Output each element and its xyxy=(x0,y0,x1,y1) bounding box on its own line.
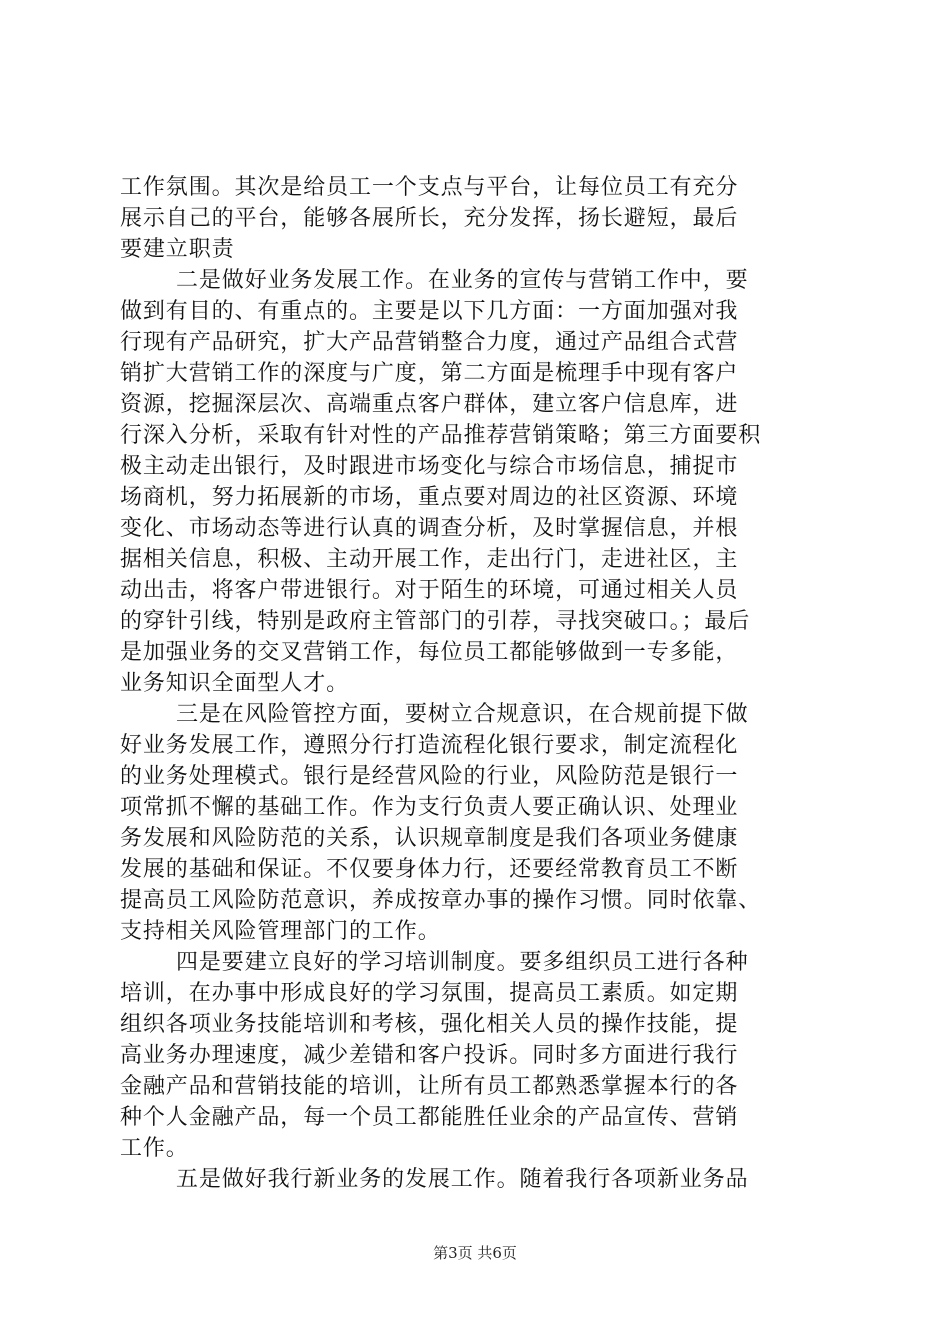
text-line: 资源，挖掘深层次、高端重点客户群体，建立客户信息库，进 xyxy=(120,392,739,417)
text-line: 培训，在办事中形成良好的学习氛围，提高员工素质。如定期 xyxy=(120,981,739,1006)
text-line: 是加强业务的交叉营销工作，每位员工都能够做到一专多能， xyxy=(120,640,739,665)
text-line: 项常抓不懈的基础工作。作为支行负责人要正确认识、处理业 xyxy=(120,795,739,820)
text-line: 四是要建立良好的学习培训制度。要多组织员工进行各种 xyxy=(176,950,749,975)
text-line: 高业务办理速度，减少差错和客户投诉。同时多方面进行我行 xyxy=(120,1043,739,1068)
text-line: 动出击，将客户带进银行。对于陌生的环境，可通过相关人员 xyxy=(120,578,739,603)
text-line: 要建立职责 xyxy=(120,237,235,262)
text-line: 做到有目的、有重点的。主要是以下几方面：一方面加强对我 xyxy=(120,299,739,324)
text-line: 三是在风险管控方面，要树立合规意识，在合规前提下做 xyxy=(176,702,749,727)
text-line: 种个人金融产品，每一个员工都能胜任业余的产品宣传、营销 xyxy=(120,1105,739,1130)
text-line: 极主动走出银行，及时跟进市场变化与综合市场信息，捕捉市 xyxy=(120,454,739,479)
text-line: 销扩大营销工作的深度与广度，第二方面是梳理手中现有客户 xyxy=(120,361,739,386)
text-line: 行现有产品研究，扩大产品营销整合力度，通过产品组合式营 xyxy=(120,330,739,355)
text-line: 组织各项业务技能培训和考核，强化相关人员的操作技能，提 xyxy=(120,1012,739,1037)
text-line: 行深入分析，采取有针对性的产品推荐营销策略；第三方面要积 xyxy=(120,423,762,448)
text-line: 务发展和风险防范的关系，认识规章制度是我们各项业务健康 xyxy=(120,826,739,851)
text-line: 二是做好业务发展工作。在业务的宣传与营销工作中，要 xyxy=(176,268,749,293)
text-line: 金融产品和营销技能的培训，让所有员工都熟悉掌握本行的各 xyxy=(120,1074,739,1099)
text-line: 的穿针引线，特别是政府主管部门的引荐，寻找突破口。；最后 xyxy=(120,609,751,634)
text-line: 的业务处理模式。银行是经营风险的行业，风险防范是银行一 xyxy=(120,764,739,789)
text-line: 变化、市场动态等进行认真的调查分析，及时掌握信息，并根 xyxy=(120,516,739,541)
page-footer: 第3页 共6页 xyxy=(433,1244,517,1262)
text-line: 工作氛围。其次是给员工一个支点与平台，让每位员工有充分 xyxy=(120,175,739,200)
text-line: 业务知识全面型人才。 xyxy=(120,671,350,696)
text-line: 发展的基础和保证。不仅要身体力行，还要经常教育员工不断 xyxy=(120,857,739,882)
document-body xyxy=(120,172,835,1195)
text-line: 支持相关风险管理部门的工作。 xyxy=(120,919,441,944)
text-line: 工作。 xyxy=(120,1136,189,1161)
text-line: 提高员工风险防范意识，养成按章办事的操作习惯。同时依靠、 xyxy=(120,888,762,913)
text-line: 展示自己的平台，能够各展所长，充分发挥，扬长避短，最后 xyxy=(120,206,739,231)
text-line: 五是做好我行新业务的发展工作。随着我行各项新业务品 xyxy=(176,1167,749,1192)
text-line: 好业务发展工作，遵照分行打造流程化银行要求，制定流程化 xyxy=(120,733,739,758)
text-line: 据相关信息，积极、主动开展工作，走出行门，走进社区，主 xyxy=(120,547,739,572)
text-line: 场商机，努力拓展新的市场，重点要对周边的社区资源、环境 xyxy=(120,485,739,510)
